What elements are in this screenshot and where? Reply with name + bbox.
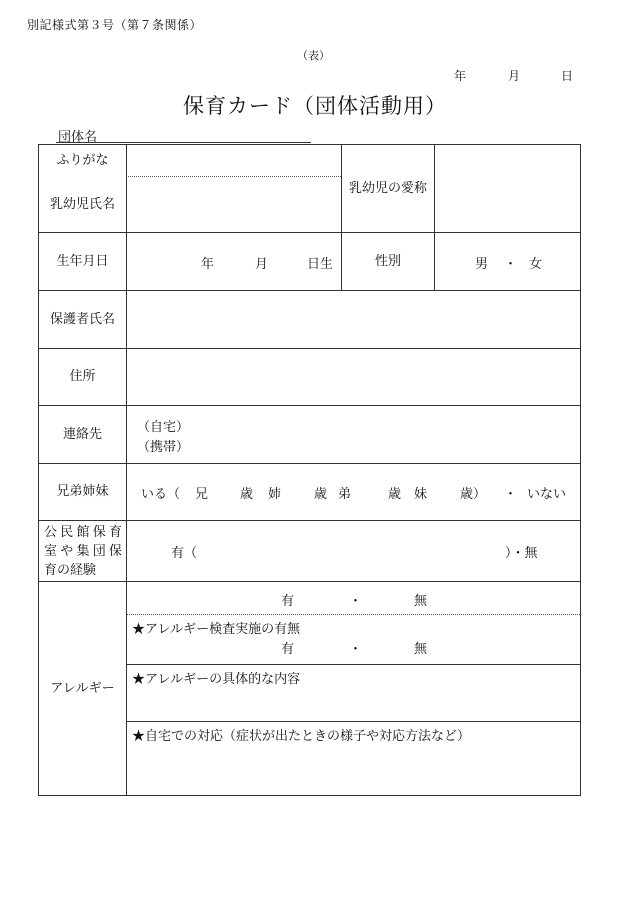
siblings-none-option[interactable]: いない [527,487,567,502]
younger-brother-age-unit: 歳 [388,487,402,502]
experience-label-line: 室や集団保 [44,544,122,559]
allergy-test-heading: ★アレルギー検査実施の有無 [132,622,301,637]
siblings-separator: ・ [504,487,518,502]
side-label: （表） [297,49,330,62]
gender-label: 性別 [374,253,401,269]
gender-male-option[interactable]: 男 [475,257,489,272]
younger-sister-age-unit: 歳） [460,487,487,502]
younger-brother-label: 弟 [338,487,352,502]
allergy-detail-heading: ★アレルギーの具体的な内容 [132,672,301,687]
gender-separator: ・ [504,257,518,272]
allergy-divider [126,721,580,722]
furigana-label: ふりがな [56,152,109,168]
group-name-field[interactable] [56,142,311,143]
older-brother-label: 兄 [195,487,209,502]
allergy-label: アレルギー [50,680,115,696]
gender-female-option[interactable]: 女 [529,257,543,272]
birthdate-label: 生年月日 [56,253,109,269]
birth-day-label: 日生 [307,257,334,272]
siblings-label: 兄弟姉妹 [56,484,109,500]
experience-no-option[interactable]: ）・無 [505,546,538,561]
child-name-field[interactable] [127,177,341,232]
date-year-label: 年 [454,69,467,83]
allergy-test-separator: ・ [349,642,363,657]
birth-month-label: 月 [255,257,269,272]
older-sister-age-unit: 歳 [314,487,328,502]
nickname-label: 乳幼児の愛称 [348,180,427,196]
allergy-home-response-heading: ★自宅での対応（症状が出たときの様子や対応方法など） [132,729,471,744]
furigana-field[interactable] [127,145,341,176]
allergy-separator: ・ [349,594,363,609]
siblings-yes-option[interactable]: いる（ [141,487,181,502]
allergy-no-option[interactable]: 無 [414,594,428,609]
form-reference: 別記様式第３号（第７条関係） [27,18,203,32]
older-brother-age-unit: 歳 [240,487,254,502]
older-sister-label: 姉 [268,487,282,502]
allergy-yes-option[interactable]: 有 [281,594,295,609]
contact-label: 連絡先 [62,426,102,442]
experience-label-line: 育の経験 [44,563,97,578]
contact-mobile-field[interactable]: （携帯） [137,440,190,455]
date-month-label: 月 [508,69,521,83]
contact-home-field[interactable]: （自宅） [137,420,190,435]
allergy-test-no-option[interactable]: 無 [414,642,428,657]
allergy-detail-field[interactable] [127,685,580,721]
allergy-test-yes-option[interactable]: 有 [281,642,295,657]
date-day-label: 日 [561,69,574,83]
allergy-divider [126,664,580,665]
address-label: 住所 [69,369,96,385]
page-title: 保育カード（団体活動用） [183,94,447,118]
allergy-divider [126,614,580,615]
younger-sister-label: 妹 [414,487,428,502]
guardian-name-label: 保護者氏名 [49,311,115,327]
birth-year-label: 年 [201,257,215,272]
group-name-label: 団体名 [58,130,98,145]
nickname-field[interactable] [435,145,580,232]
guardian-name-field[interactable] [127,291,580,348]
childcare-card-table [38,144,581,796]
experience-yes-option[interactable]: 有（ [171,546,198,561]
child-name-label: 乳幼児氏名 [49,196,115,212]
experience-label-line: 公民館保育 [44,525,122,540]
address-field[interactable] [127,349,580,405]
experience-label [44,521,122,583]
allergy-home-response-field[interactable] [127,743,580,795]
